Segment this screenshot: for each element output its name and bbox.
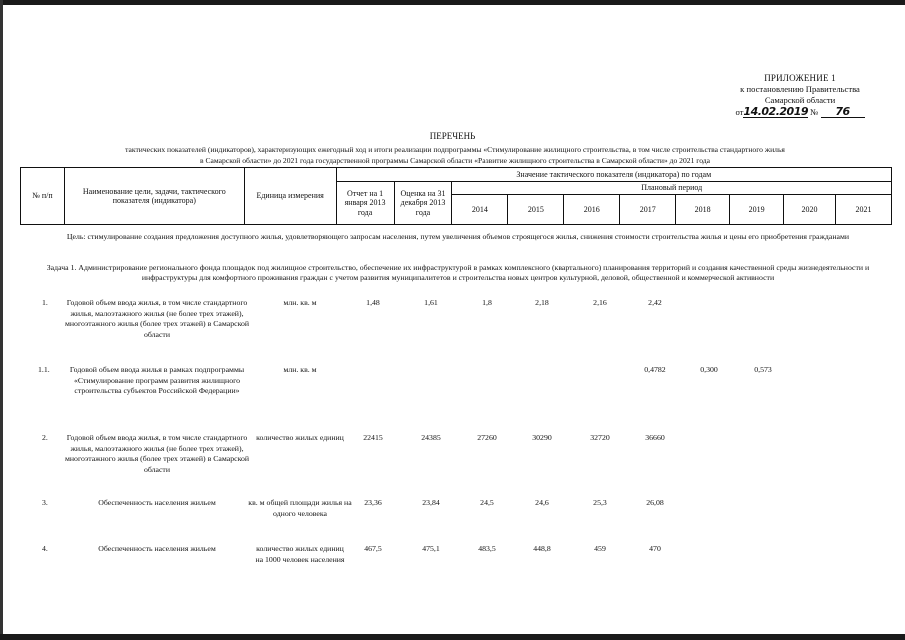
header-planned: Плановый период (452, 182, 892, 195)
header-name: Наименование цели, задачи, тактического показателя (индикатора) (64, 168, 244, 225)
row-unit: кв. м общей площади жилья на одного человека (248, 498, 352, 518)
row-value: 483,5 (478, 544, 496, 553)
row-number: 1. (42, 298, 48, 307)
row-value: 26,08 (646, 498, 664, 507)
row-value: 23,84 (422, 498, 440, 507)
row-value: 22415 (363, 433, 383, 442)
header-estimate: Оценка на 31 декабря 2013 года (394, 182, 452, 225)
header-year: 2021 (835, 195, 891, 225)
handwritten-date: 14.02.2019 (743, 105, 809, 118)
appendix-line1: к постановлению Правительства (740, 84, 860, 94)
goal-text: Цель: стимулирование создания предложения доступного жилья, удовлетворяющего запросам населения, путем увеличения объемов строящегося жилья, снижения стоимости строительства жилья и цены его приобретения гражданами (66, 232, 850, 241)
row-indicator-name: Годовой объем ввода жилья в рамках подпрограммы «Стимулирование программ развития жилищного строительства субъектов Российской Федерации» (69, 365, 245, 395)
row-unit: количество жилых единиц на 1000 человек населения (255, 544, 345, 564)
row-unit: количество жилых единиц (256, 433, 344, 442)
row-unit: млн. кв. м (283, 365, 317, 374)
subtitle-line2: в Самарской области» до 2021 года государственной программы Самарской области «Развитие жилищного строительства в Самарской области» до 2021 года (199, 156, 711, 165)
document-title: ПЕРЕЧЕНЬ (429, 131, 476, 141)
number-prefix: № (810, 107, 819, 117)
row-value: 470 (649, 544, 661, 553)
row-value: 0,300 (700, 365, 718, 374)
row-value: 24385 (421, 433, 441, 442)
row-value: 459 (594, 544, 606, 553)
header-year: 2018 (676, 195, 730, 225)
row-value: 24,6 (535, 498, 549, 507)
row-value: 467,5 (364, 544, 382, 553)
row-number: 3. (42, 498, 48, 507)
row-indicator-name: Годовой объем ввода жилья, в том числе стандартного жилья, малоэтажного жилья (не более трех этажей), многоэтажного жилья (более трех этажей) в Самарской области (64, 433, 250, 474)
handwritten-number: 76 (821, 106, 865, 118)
row-value: 27260 (477, 433, 497, 442)
header-num: № п/п (21, 168, 65, 225)
row-value: 25,3 (593, 498, 607, 507)
row-unit: млн. кв. м (283, 298, 317, 307)
header-unit: Единица измерения (244, 168, 336, 225)
header-year: 2019 (730, 195, 784, 225)
row-value: 24,5 (480, 498, 494, 507)
row-indicator-name: Обеспеченность населения жильем (98, 544, 216, 553)
appendix-line2: Самарской области (764, 95, 836, 105)
scan-bottom-edge (0, 634, 905, 640)
row-value: 32720 (590, 433, 610, 442)
row-value: 0,573 (754, 365, 772, 374)
appendix-title: ПРИЛОЖЕНИЕ 1 (764, 73, 836, 83)
row-number: 2. (42, 433, 48, 442)
row-indicator-name: Годовой объем ввода жилья, в том числе стандартного жилья, малоэтажного жилья (не более трех этажей), многоэтажного жилья (более трех этажей) в Самарской области (64, 298, 250, 339)
scan-top-edge (0, 0, 905, 5)
row-value: 2,18 (535, 298, 549, 307)
task-text: Задача 1. Администрирование регионального фонда площадок под жилищное строительство, обеспечение их инфраструктурой в рамках комплексного (квартального) планирования территорий и создания качественной среды жизнедеятельности и инфраструктуры для комфортного проживания граждан с учетом развития муниципалитетов и строительства новых центров культурной, деловой, общественной и коммерческой активности (46, 263, 870, 282)
date-prefix: от (735, 107, 744, 117)
row-number: 4. (42, 544, 48, 553)
row-value: 448,8 (533, 544, 551, 553)
document-subtitle (30, 144, 880, 166)
subtitle-line1: тактических показателей (индикаторов), характеризующих ежегодный ход и итоги реализации подпрограммы «Стимулирование жилищного строительства, в том числе строительства стандартного жилья (125, 145, 785, 154)
row-value: 475,1 (422, 544, 440, 553)
appendix-date-line (700, 106, 900, 118)
row-value: 1,8 (482, 298, 492, 307)
row-value: 2,42 (648, 298, 662, 307)
row-value: 0,4782 (644, 365, 666, 374)
header-value-group: Значение тактического показателя (индикатора) по годам (336, 168, 891, 182)
header-year: 2015 (508, 195, 564, 225)
row-indicator-name: Обеспеченность населения жильем (98, 498, 216, 507)
row-value: 36660 (645, 433, 665, 442)
row-value: 23,36 (364, 498, 382, 507)
row-number: 1.1. (38, 365, 50, 374)
appendix-block (700, 73, 900, 118)
header-year: 2017 (620, 195, 676, 225)
scan-left-edge (0, 0, 3, 640)
row-value: 2,16 (593, 298, 607, 307)
row-value: 1,61 (424, 298, 438, 307)
header-report: Отчет на 1 января 2013 года (336, 182, 394, 225)
row-value: 1,48 (366, 298, 380, 307)
row-value: 30290 (532, 433, 552, 442)
header-year: 2016 (564, 195, 620, 225)
header-year: 2014 (452, 195, 508, 225)
indicator-table-header (20, 167, 892, 225)
header-year: 2020 (784, 195, 836, 225)
